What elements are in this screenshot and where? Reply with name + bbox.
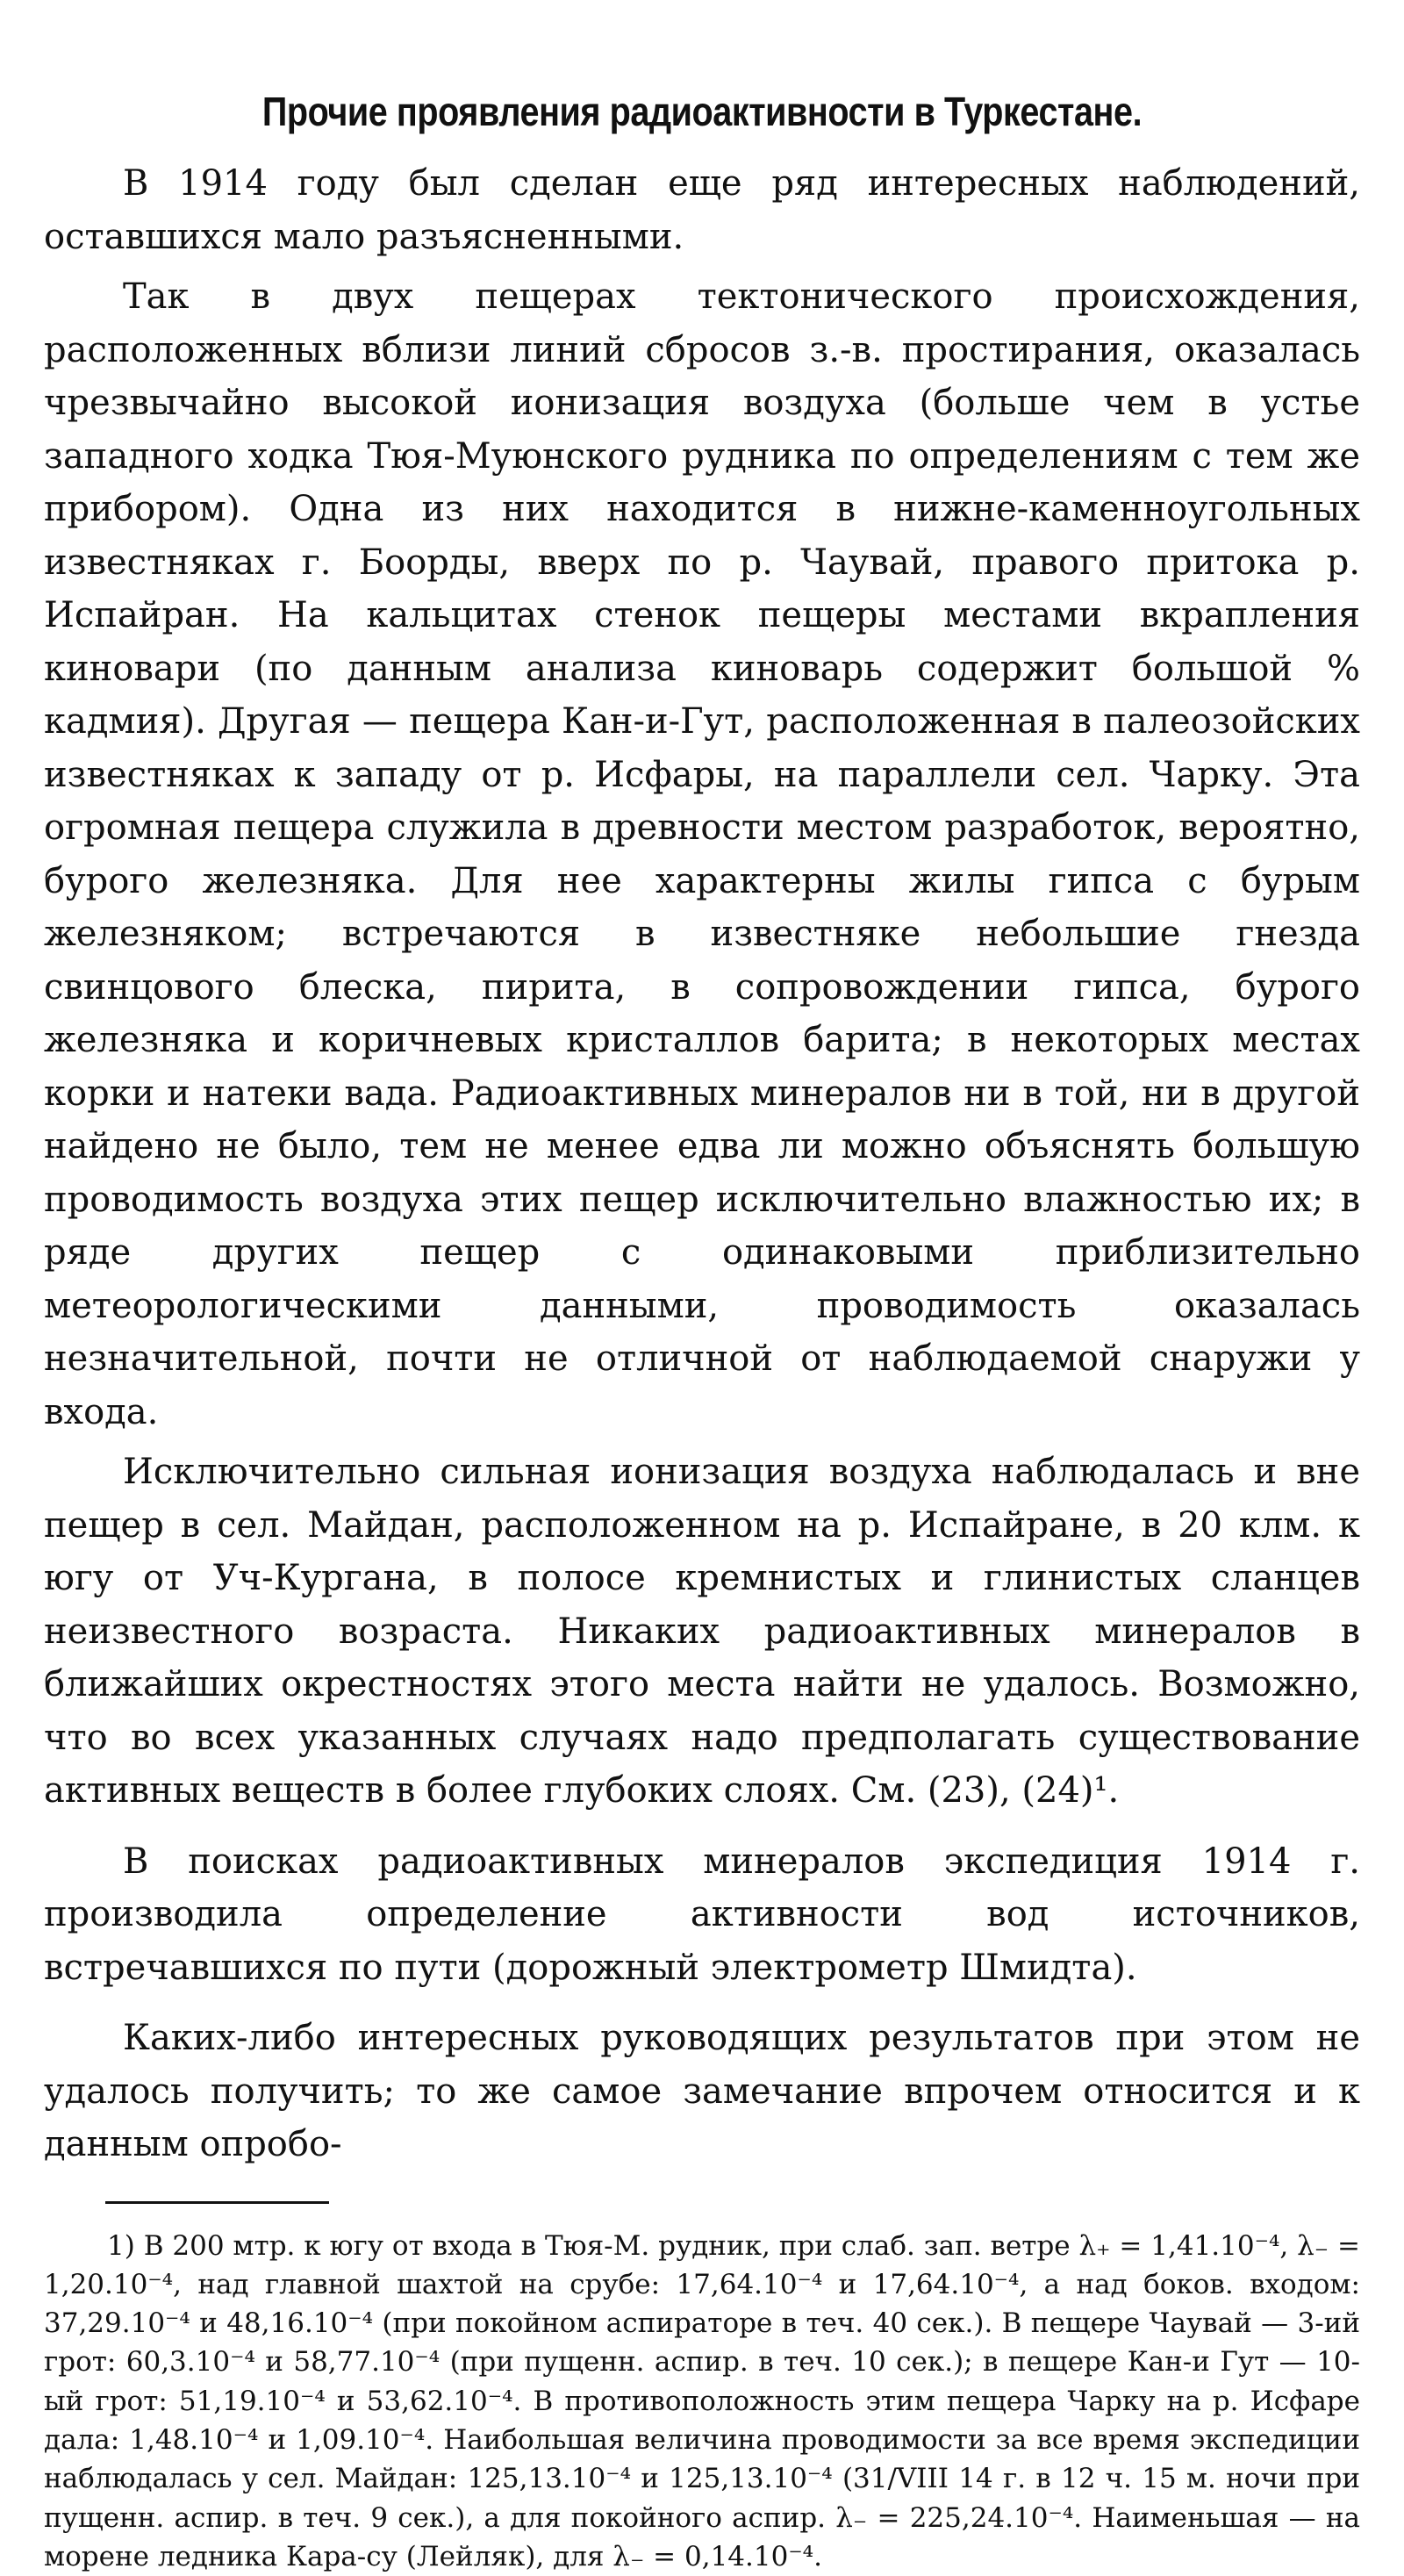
footnote-marker: 1) [107,2230,135,2262]
footnote-text: В 200 мтр. к югу от входа в Тюя-М. рудник, при слаб. зап. ветре λ₊ = 1,41.10⁻⁴, λ₋ = 1,20.10⁻⁴, над главной шахтой на срубе: 17,64.10⁻⁴ и 17,64.10⁻⁴, а над боков. входом: 37,29.10⁻⁴ и 48,16.10⁻⁴ (при покойном аспираторе в теч. 40 сек.). В пещере Чаувай — 3-ий грот: 60,3.10⁻⁴ и 58,77.10⁻⁴ (при пущенн. аспир. в теч. 10 сек.); в пещере Кан-и Гут — 10-ый грот: 51,19.10⁻⁴ и 53,62.10⁻⁴. В противоположность этим пещера Чарку на р. Исфаре дала: 1,48.10⁻⁴ и 1,09.10⁻⁴. Наибольшая величина проводимости за все время экспедиции наблюдалась у сел. Майдан: 125,13.10⁻⁴ и 125,13.10⁻⁴ (31/VIII 14 г. в 12 ч. 15 м. ночи при пущенн. аспир. в теч. 9 сек.), а для покойного аспир. λ₋ = 225,24.10⁻⁴. Наименьшая — на морене ледника Кара-су (Лейляк), для λ₋ = 0,14.10⁻⁴. [44,2230,1360,2572]
paragraph-maidan: Исключительно сильная ионизация воздуха наблюдалась и вне пещер в сел. Майдан, расположенном на р. Испайране, в 20 клм. к югу от Уч-Кургана, в полосе кремнистых и глинистых сланцев неизвестного возраста. Никаких радиоактивных минералов в ближайших окрестностях этого места найти не удалось. Возможно, что во всех указанных случаях надо предполагать существование активных веществ в более глубоких слоях. См. (23), (24)¹. [44,1446,1360,1818]
footnote [44,2227,1360,2576]
page-title: Прочие проявления радиоактивности в Туркестане. [136,88,1268,135]
paragraph-caves: Так в двух пещерах тектонического происхождения, расположенных вблизи линий сбросов з.-в. простирания, оказалась чрезвычайно высокой ионизация воздуха (больше чем в устье западного ходка Тюя-Муюнского рудника по определениям с тем же прибором). Одна из них находится в нижне-каменноугольных известняках г. Боорды, вверх по р. Чаувай, правого притока р. Испайран. На кальцитах стенок пещеры местами вкрапления киновари (по данным анализа киноварь содержит большой % кадмия). Другая — пещера Кан-и-Гут, расположенная в палеозойских известняках к западу от р. Исфары, на параллели сел. Чарку. Эта огромная пещера служила в древности местом разработок, вероятно, бурого железняка. Для нее характерны жилы гипса с бурым железняком; встречаются в известняке небольшие гнезда свинцового блеска, пирита, в сопровождении гипса, бурого железняка и коричневых кристаллов барита; в некоторых местах корки и натеки вада. Радиоактивных минералов ни в той, ни в другой найдено не было, тем не менее едва ли можно объяснять большую проводимость воздуха этих пещер исключительно влажностью их; в ряде других пещер с одинаковыми приблизительно метеорологическими данными, проводимость оказалась незначительной, почти не отличной от наблюдаемой снаружи у входа. [44,270,1360,1439]
paragraph-water-sources: В поисках радиоактивных минералов экспедиция 1914 г. производила определение активности вод источников, встречавшихся по пути (дорожный электрометр Шмидта). [44,1835,1360,1995]
footnote-divider [105,2201,329,2204]
page [44,88,1360,2576]
paragraph-intro: В 1914 году был сделан еще ряд интересных наблюдений, оставшихся мало разъясненными. [44,157,1360,263]
paragraph-results: Каких-либо интересных руководящих результатов при этом не удалось получить; то же самое замечание впрочем относится и к данным опробо- [44,2012,1360,2171]
